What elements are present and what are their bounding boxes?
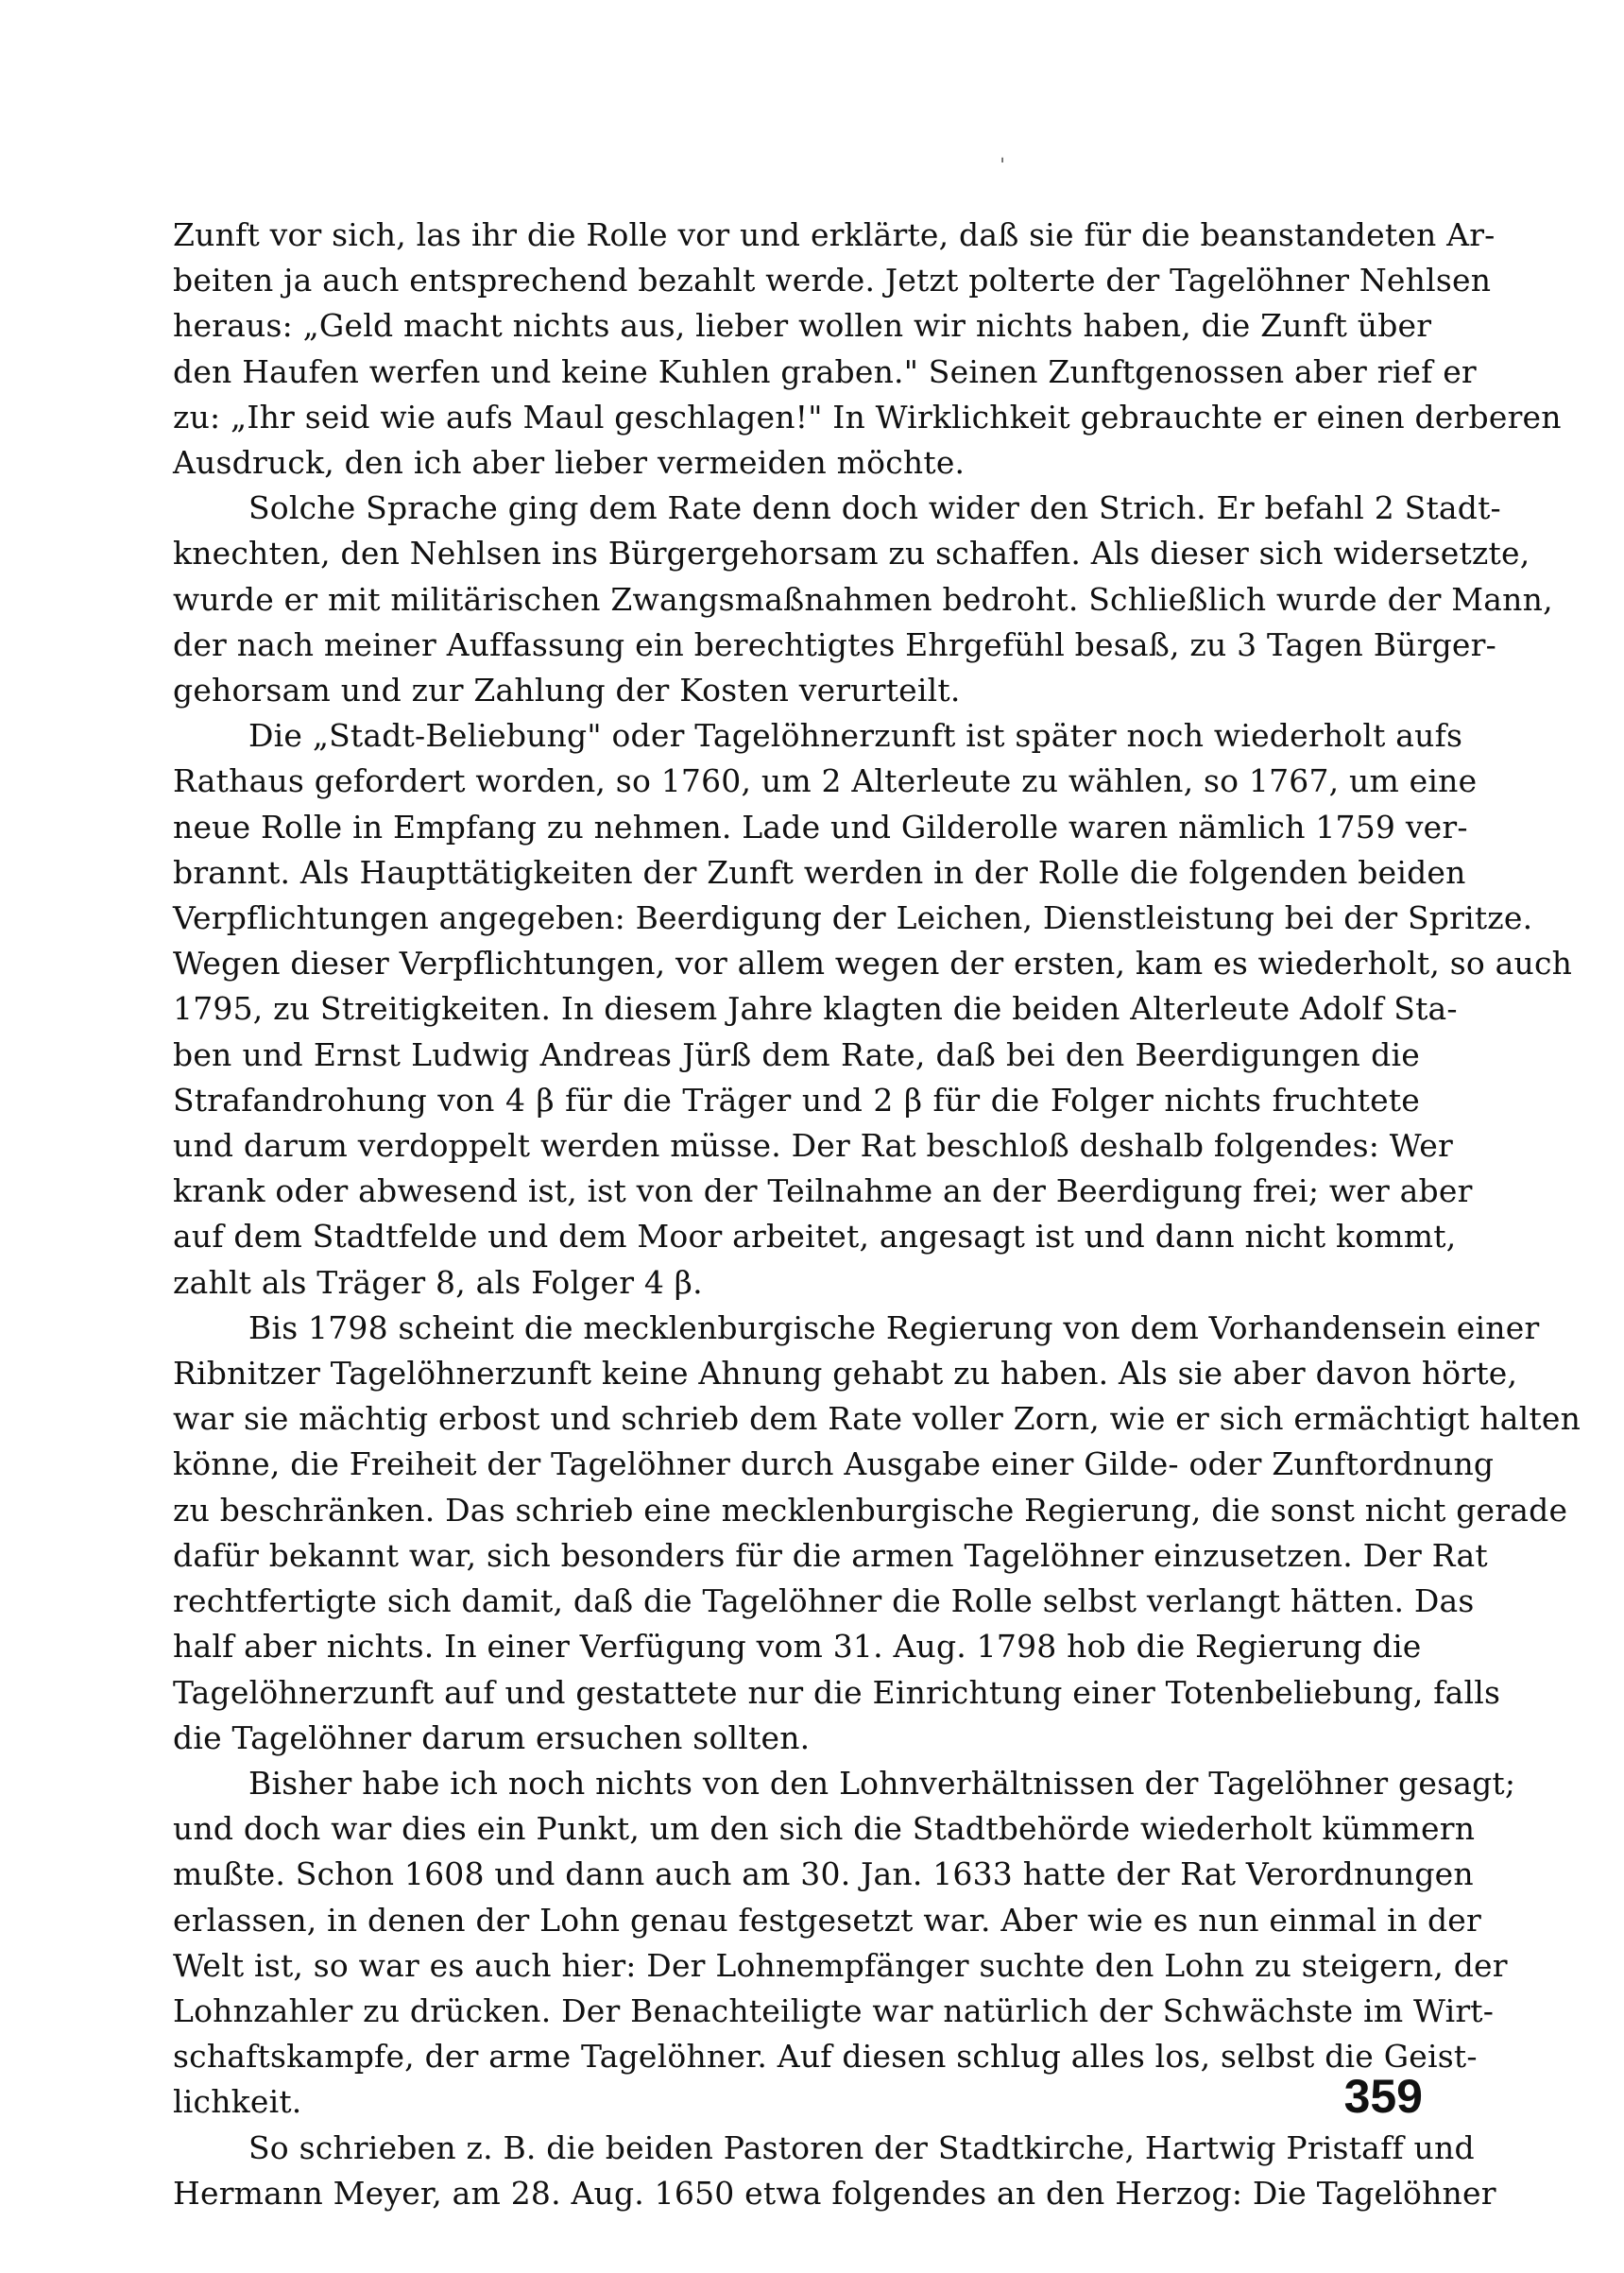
text-line: Bisher habe ich noch nichts von den Lohnverhältnissen der Tagelöhner gesagt; — [248, 1764, 1516, 1802]
text-line: und doch war dies ein Punkt, um den sich die Stadtbehörde wiederholt kümmern — [173, 1810, 1476, 1848]
text-line: krank oder abwesend ist, ist von der Teilnahme an der Beerdigung frei; wer aber — [173, 1172, 1473, 1210]
text-line: dafür bekannt war, sich besonders für die armen Tagelöhner einzusetzen. Der Rat — [173, 1536, 1488, 1574]
text-line: lichkeit. — [173, 2083, 302, 2121]
text-line: Bis 1798 scheint die mecklenburgische Regierung von dem Vorhandensein einer — [248, 1308, 1540, 1346]
text-line: Lohnzahler zu drücken. Der Benachteiligte war natürlich der Schwächste im Wirt- — [173, 1991, 1495, 2029]
text-line: und darum verdoppelt werden müsse. Der Rat beschloß deshalb folgendes: Wer — [173, 1127, 1453, 1165]
text-line: neue Rolle in Empfang zu nehmen. Lade und Gilderolle waren nämlich 1759 ver- — [173, 808, 1468, 846]
text-line: auf dem Stadtfelde und dem Moor arbeitet, angesagt ist und dann nicht kommt, — [173, 1218, 1457, 1256]
text-line: war sie mächtig erbost und schrieb dem Rate voller Zorn, wie er sich ermächtigt halten — [173, 1400, 1581, 1438]
text-line: Zunft vor sich, las ihr die Rolle vor und erklärte, daß sie für die beanstandeten Ar- — [173, 216, 1496, 253]
text-line: knechten, den Nehlsen ins Bürgergehorsam zu schaffen. Als dieser sich widersetzte, — [173, 535, 1530, 573]
print-speck: ˈ — [1000, 156, 1006, 179]
page-number: 359 — [1343, 2070, 1423, 2123]
text-line: Solche Sprache ging dem Rate denn doch wider den Strich. Er befahl 2 Stadt- — [248, 489, 1501, 527]
text-line: gehorsam und zur Zahlung der Kosten verurteilt. — [173, 672, 961, 709]
text-line: Tagelöhnerzunft auf und gestattete nur die Einrichtung einer Totenbeliebung, falls — [173, 1673, 1501, 1711]
text-line: brannt. Als Haupttätigkeiten der Zunft werden in der Rolle die folgenden beiden — [173, 853, 1466, 891]
text-line: Ausdruck, den ich aber lieber vermeiden möchte. — [173, 444, 966, 482]
text-line: Verpflichtungen angegeben: Beerdigung der Leichen, Dienstleistung bei der Spritze. — [173, 899, 1533, 937]
text-line: ben und Ernst Ludwig Andreas Jürß dem Rate, daß bei den Beerdigungen die — [173, 1035, 1420, 1073]
text-line: Ribnitzer Tagelöhnerzunft keine Ahnung gehabt zu haben. Als sie aber davon hörte, — [173, 1355, 1518, 1393]
text-line: wurde er mit militärischen Zwangsmaßnahmen bedroht. Schließlich wurde der Mann, — [173, 580, 1553, 618]
text-line: half aber nichts. In einer Verfügung vom 31. Aug. 1798 hob die Regierung die — [173, 1628, 1422, 1666]
text-line: erlassen, in denen der Lohn genau festgesetzt war. Aber wie es nun einmal in der — [173, 1901, 1482, 1939]
text-line: 1795, zu Streitigkeiten. In diesem Jahre klagten die beiden Alterleute Adolf Sta- — [173, 990, 1458, 1028]
text-line: Hermann Meyer, am 28. Aug. 1650 etwa folgendes an den Herzog: Die Tagelöhner — [173, 2174, 1496, 2212]
text-line: heraus: „Geld macht nichts aus, lieber wollen wir nichts haben, die Zunft über — [173, 307, 1432, 345]
text-line: rechtfertigte sich damit, daß die Tagelöhner die Rolle selbst verlangt hätten. Das — [173, 1582, 1475, 1620]
text-line: der nach meiner Auffassung ein berechtigtes Ehrgefühl besaß, zu 3 Tagen Bürger- — [173, 625, 1496, 663]
text-line: Die „Stadt-Beliebung" oder Tagelöhnerzunft ist später noch wiederholt aufs — [248, 717, 1463, 755]
text-line: schaftskampfe, der arme Tagelöhner. Auf diesen schlug alles los, selbst die Geist- — [173, 2038, 1478, 2076]
text-line: Rathaus gefordert worden, so 1760, um 2 Alterleute zu wählen, so 1767, um eine — [173, 762, 1478, 800]
text-line: Strafandrohung von 4 β für die Träger und 2 β für die Folger nichts fruchtete — [173, 1081, 1420, 1119]
text-line: zu beschränken. Das schrieb eine mecklenburgische Regierung, die sonst nicht gerade — [173, 1491, 1568, 1529]
text-line: zahlt als Träger 8, als Folger 4 β. — [173, 1263, 703, 1301]
text-line: Wegen dieser Verpflichtungen, vor allem wegen der ersten, kam es wiederholt, so auch — [173, 945, 1573, 983]
text-line: So schrieben z. B. die beiden Pastoren der Stadtkirche, Hartwig Pristaff und — [248, 2128, 1475, 2166]
body-text — [173, 213, 1581, 2216]
text-line: die Tagelöhner darum ersuchen sollten. — [173, 1718, 811, 1756]
text-line: zu: „Ihr seid wie aufs Maul geschlagen!" In Wirklichkeit gebrauchte er einen derberen — [173, 398, 1562, 436]
text-line: beiten ja auch entsprechend bezahlt werde. Jetzt polterte der Tagelöhner Nehlsen — [173, 262, 1492, 299]
text-line: könne, die Freiheit der Tagelöhner durch Ausgabe einer Gilde- oder Zunftordnung — [173, 1445, 1495, 1483]
text-line: mußte. Schon 1608 und dann auch am 30. Jan. 1633 hatte der Rat Verordnungen — [173, 1855, 1474, 1893]
text-line: den Haufen werfen und keine Kuhlen graben." Seinen Zunftgenossen aber rief er — [173, 352, 1477, 390]
text-line: Welt ist, so war es auch hier: Der Lohnempfänger suchte den Lohn zu steigern, der — [173, 1946, 1508, 1984]
